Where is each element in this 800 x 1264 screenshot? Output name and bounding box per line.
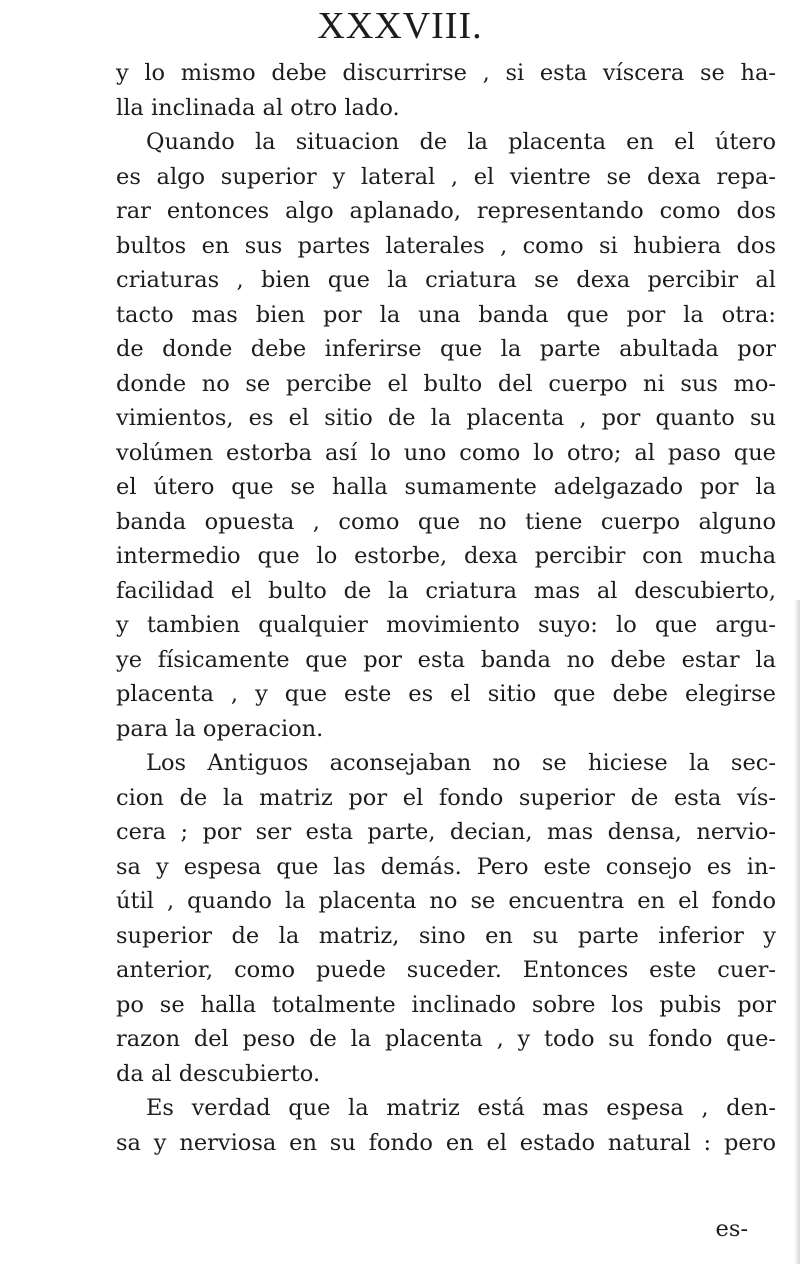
text-line: Quando la situacion de la placenta en el útero xyxy=(146,129,776,155)
text-line: lla inclinada al otro lado. xyxy=(116,94,400,121)
text-line: cion de la matriz por el fondo superior de esta vís- xyxy=(116,784,776,811)
text-line: útil , quando la placenta no se encuentra en el fondo xyxy=(116,888,776,914)
text-line: tacto mas bien por la una banda que por la otra: xyxy=(116,301,776,328)
text-line: vimientos, es el sitio de la placenta , por quanto su xyxy=(116,405,776,431)
text-line: cera ; por ser esta parte, decian, mas densa, nervio- xyxy=(116,819,776,845)
text-line: volúmen estorba así lo uno como lo otro; al paso que xyxy=(116,439,776,466)
text-line: donde no se percibe el bulto del cuerpo ni sus mo- xyxy=(116,370,776,397)
text-line: da al descubierto. xyxy=(116,1060,321,1087)
text-line: bultos en sus partes laterales , como si hubiera dos xyxy=(116,232,776,259)
text-line: y tambien qualquier movimiento suyo: lo que argu- xyxy=(116,612,776,638)
text-line: sa y espesa que las demás. Pero este consejo es in- xyxy=(116,853,776,880)
text-line: Es verdad que la matriz está mas espesa , den- xyxy=(146,1095,776,1121)
text-line: de donde debe inferirse que la parte abultada por xyxy=(116,336,776,362)
text-line: razon del peso de la placenta , y todo su fondo que- xyxy=(116,1026,776,1052)
text-line: superior de la matriz, sino en su parte inferior y xyxy=(116,922,776,949)
catchword: es- xyxy=(715,1216,748,1242)
text-line: placenta , y que este es el sitio que debe elegirse xyxy=(116,681,776,707)
text-line: po se halla totalmente inclinado sobre los pubis por xyxy=(116,991,776,1018)
text-line: rar entonces algo aplanado, representando como dos xyxy=(116,198,776,224)
text-line: el útero que se halla sumamente adelgazado por la xyxy=(116,474,776,500)
text-line: intermedio que lo estorbe, dexa percibir con mucha xyxy=(116,543,776,569)
text-line: Los Antiguos aconsejaban no se hiciese la sec- xyxy=(146,750,776,776)
text-line: para la operacion. xyxy=(116,715,324,742)
text-line: es algo superior y lateral , el vientre se dexa repa- xyxy=(116,163,776,190)
text-line: ye físicamente que por esta banda no debe estar la xyxy=(116,646,776,673)
text-line: sa y nerviosa en su fondo en el estado natural : pero xyxy=(116,1129,776,1156)
text-line: criaturas , bien que la criatura se dexa percibir al xyxy=(116,267,776,293)
page-edge-shadow xyxy=(794,600,800,1264)
body-text xyxy=(116,56,776,1160)
text-line: y lo mismo debe discurrirse , si esta víscera se ha- xyxy=(116,60,776,86)
text-line: banda opuesta , como que no tiene cuerpo alguno xyxy=(116,508,776,535)
text-line: anterior, como puede suceder. Entonces este cuer- xyxy=(116,957,776,983)
text-line: facilidad el bulto de la criatura mas al descubierto, xyxy=(116,577,776,604)
page-header: XXXVIII. xyxy=(317,5,483,47)
